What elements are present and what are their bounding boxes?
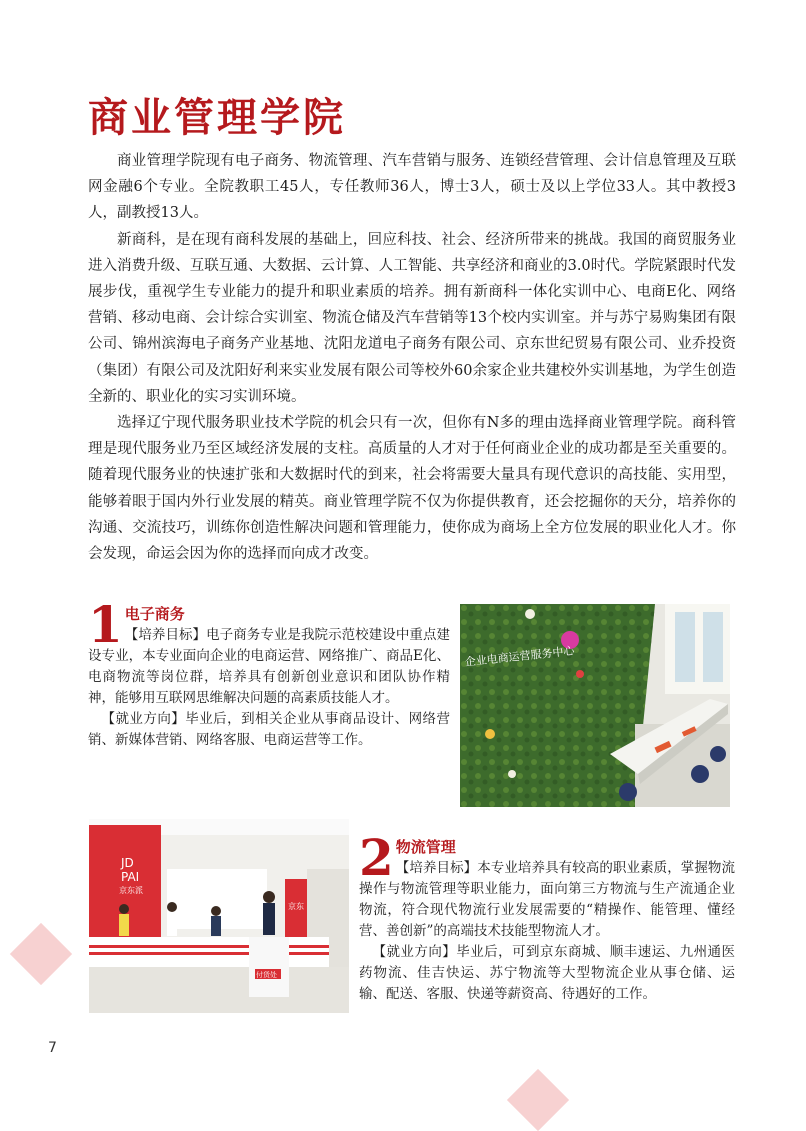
wall-sign-text: 企业电商运营服务中心 <box>464 644 576 669</box>
section-logistics <box>359 828 735 1005</box>
page-title: 商业管理学院 <box>88 94 346 141</box>
logistics-store-photo <box>89 819 349 1013</box>
section-number: 2 <box>359 828 394 887</box>
page-number: 7 <box>48 1040 57 1056</box>
intro-paragraph-1: 商业管理学院现有电子商务、物流管理、汽车营销与服务、连锁经营管理、会计信息管理及互联网金融6个专业。全院教职工45人，专任教师36人，博士3人，硕士及以上学位33人。其中教授3人，副教授13人。 <box>88 153 736 222</box>
career-direction-text: 【就业方向】毕业后，到相关企业从事商品设计、网络营销、新媒体营销、网络客服、电商运营等工作。 <box>88 711 450 748</box>
jd-sign-text: 京东 <box>288 902 304 911</box>
jd-pai-text: 京东派 <box>119 886 143 895</box>
logistics-store-illustration <box>89 819 349 1013</box>
decorative-diamond-left <box>10 923 72 985</box>
section-title: 电子商务 <box>124 605 185 623</box>
ecommerce-center-illustration <box>460 604 730 807</box>
counter-sign-text: 付货处 <box>256 971 277 979</box>
intro-paragraph-3: 选择辽宁现代服务职业技术学院的机会只有一次，但你有N多的理由选择商业管理学院。商科管理是现代服务业乃至区域经济发展的支柱。高质量的人才对于任何商业企业的成功都是至关重要的。随着现代服务业的快速扩张和大数据时代的到来，社会将需要大量具有现代意识的高技能、实用型，能够着眼于国内外行业发展的精英。商业管理学院不仅为你提供教育，还会挖掘你的天分，培养你的沟通、交流技巧，训练你创造性解决问题和管理能力，使你成为商场上全方位发展的职业化人才。你会发现，命运会因为你的选择而向成才改变。 <box>88 415 736 563</box>
career-direction-text: 【就业方向】毕业后，可到京东商城、顺丰速运、九州通医药物流、佳吉快运、苏宁物流等大型物流企业从事仓储、运输、配送、客服、快递等薪资高、待遇好的工作。 <box>359 944 735 1002</box>
intro-text <box>88 148 736 567</box>
jd-logo-text: JD <box>121 856 134 870</box>
pai-logo-text: PAI <box>121 870 140 884</box>
section-ecommerce <box>88 595 450 751</box>
training-goal-text: 【培养目标】电子商务专业是我院示范校建设中重点建设专业，本专业面向企业的电商运营、网络推广、商品E化、电商物流等岗位群，培养具有创新创业意识和团队协作精神，能够用互联网思维解决问题的高素质技能人才。 <box>88 627 450 706</box>
section-title: 物流管理 <box>395 838 456 856</box>
training-goal-text: 【培养目标】本专业培养具有较高的职业素质，掌握物流操作与物流管理等职业能力，面向第三方物流与生产流通企业物流，符合现代物流行业发展需要的“精操作、能管理、懂经营、善创新”的高端技术技能型物流人才。 <box>359 860 735 939</box>
section-number: 1 <box>88 595 123 654</box>
ecommerce-center-photo <box>460 604 730 807</box>
intro-paragraph-2: 新商科，是在现有商科发展的基础上，回应科技、社会、经济所带来的挑战。我国的商贸服务业进入消费升级、互联互通、大数据、云计算、人工智能、共享经济和商业的3.0时代。学院紧跟时代发展步伐，重视学生专业能力的提升和职业素质的培养。拥有新商科一体化实训中心、电商E化、网络营销、移动电商、会计综合实训室、物流仓储及汽车营销等13个校内实训室。并与苏宁易购集团有限公司、锦州滨海电子商务产业基地、沈阳龙道电子商务有限公司、京东世纪贸易有限公司、业乔投资（集团）有限公司及沈阳好利来实业发展有限公司等校外60余家企业共建校外实训基地，为学生创造全新的、职业化的实习实训环境。 <box>88 231 736 405</box>
